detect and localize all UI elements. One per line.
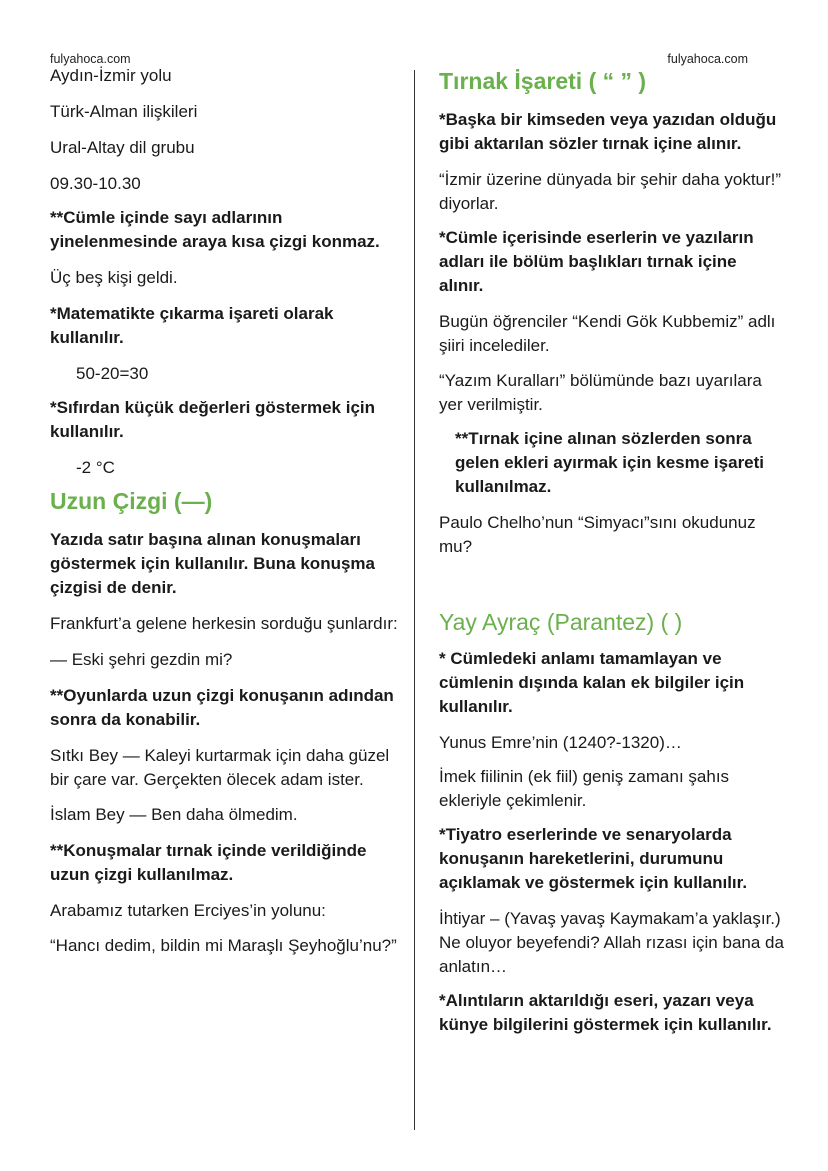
example-text: Yunus Emre’nin (1240?-1320)… [439,733,682,752]
example-text: “Yazım Kuralları” bölümünde bazı uyarılara yer verilmiştir. [439,371,762,414]
rule-text: *Başka bir kimseden veya yazıdan olduğu gibi aktarılan sözler tırnak içine alınır. [439,110,777,153]
rule-text: * Cümledeki anlamı tamamlayan ve cümlenin dışında kalan ek bilgiler için kullanılır. [439,649,745,716]
section-heading-tirnak-isareti: Tırnak İşareti ( “ ” ) [439,68,647,94]
example-text: “İzmir üzerine dünyada bir şehir daha yoktur!” diyorlar. [439,170,782,213]
column-divider [414,70,415,1130]
rule-text: **Oyunlarda uzun çizgi konuşanın adından sonra da konabilir. [50,686,394,729]
example-text: Ural-Altay dil grubu [50,138,195,157]
right-column [439,64,784,1047]
example-text: İhtiyar – (Yavaş yavaş Kaymakam’a yaklaşır.) Ne oluyor beyefendi? Allah rızası için bana da anlatın… [439,909,784,976]
site-url-right: fulyahoca.com [667,52,748,66]
left-column [50,64,398,970]
example-text: -2 °C [76,458,115,477]
site-url-left: fulyahoca.com [50,52,131,66]
example-text: Aydın-İzmir yolu [50,66,172,85]
rule-text: **Konuşmalar tırnak içinde verildiğinde uzun çizgi kullanılmaz. [50,841,367,884]
example-text: 09.30-10.30 [50,174,141,193]
example-text: “Hancı dedim, bildin mi Maraşlı Şeyhoğlu’nu?” [50,936,397,955]
example-text: İmek fiilinin (ek fiil) geniş zamanı şahıs ekleriyle çekimlenir. [439,767,730,810]
example-text: Sıtkı Bey — Kaleyi kurtarmak için daha güzel bir çare var. Gerçekten ölecek adam ister. [50,746,390,789]
example-text: 50-20=30 [76,364,149,383]
example-text: — Eski şehri gezdin mi? [50,650,233,669]
rule-text: *Sıfırdan küçük değerleri göstermek için kullanılır. [50,398,376,441]
section-heading-uzun-cizgi: Uzun Çizgi (—) [50,488,213,514]
example-text: Paulo Chelho’nun “Simyacı”sını okudunuz mu? [439,513,756,556]
example-text: Türk-Alman ilişkileri [50,102,198,121]
rule-text: *Matematikte çıkarma işareti olarak kullanılır. [50,304,334,347]
rule-text: **Tırnak içine alınan sözlerden sonra gelen ekleri ayırmak için kesme işareti kullanılmaz. [455,429,765,496]
example-text: Arabamız tutarken Erciyes’in yolunu: [50,901,326,920]
rule-text: *Cümle içerisinde eserlerin ve yazıların adları ile bölüm başlıkları tırnak içine alınır. [439,228,754,295]
rule-text: *Tiyatro eserlerinde ve senaryolarda konuşanın hareketlerini, durumunu açıklamak ve göstermek için kullanılır. [439,825,748,892]
rule-text: Yazıda satır başına alınan konuşmaları göstermek için kullanılır. Buna konuşma çizgisi de denir. [50,530,375,597]
example-text: İslam Bey — Ben daha ölmedim. [50,805,298,824]
example-text: Üç beş kişi geldi. [50,268,178,287]
rule-text: **Cümle içinde sayı adlarının yinelenmesinde araya kısa çizgi konmaz. [50,208,380,251]
rule-text: *Alıntıların aktarıldığı eseri, yazarı veya künye bilgilerini göstermek için kullanılır. [439,991,772,1034]
example-text: Bugün öğrenciler “Kendi Gök Kubbemiz” adlı şiiri incelediler. [439,312,776,355]
section-heading-yay-ayrac: Yay Ayraç (Parantez) ( ) [439,609,683,635]
example-text: Frankfurt’a gelene herkesin sorduğu şunlardır: [50,614,398,633]
